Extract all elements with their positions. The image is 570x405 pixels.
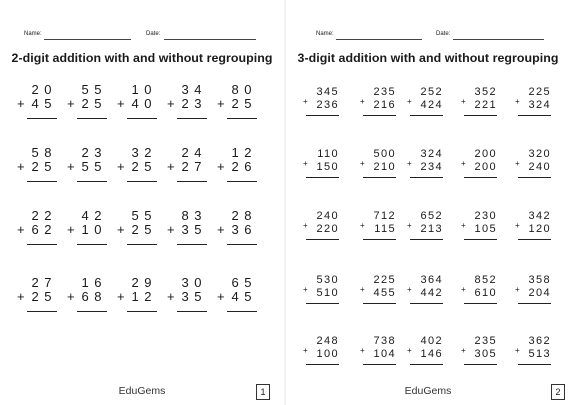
answer-line[interactable] [77,244,107,245]
addition-problem [303,335,339,381]
footer-brand: EduGems [118,385,166,397]
plus-sign: + [17,222,25,237]
top-addend: 12 [231,145,257,160]
answer-line[interactable] [363,303,396,304]
answer-line[interactable] [518,177,551,178]
plus-sign: + [167,96,175,111]
top-addend: 58 [31,145,57,160]
answer-line[interactable] [306,303,339,304]
top-addend: 230 [474,210,497,222]
top-addend: 712 [373,210,396,222]
addition-problem [303,210,339,256]
addition-problem [17,82,57,132]
plus-sign: + [303,159,308,168]
answer-line[interactable] [27,118,57,119]
addition-problem [360,86,396,132]
answer-line[interactable] [306,177,339,178]
answer-line[interactable] [363,115,396,116]
plus-sign: + [167,159,175,174]
bottom-addend: 27 [181,159,207,174]
plus-sign: + [360,159,365,168]
top-addend: 34 [181,82,207,97]
addition-problem [461,210,497,256]
addition-problem [167,145,207,195]
plus-sign: + [17,289,25,304]
answer-line[interactable] [363,177,396,178]
name-date-header [286,31,570,41]
plus-sign: + [217,222,225,237]
addition-problem [167,275,207,325]
addition-problem [67,208,107,258]
date-field[interactable] [453,39,544,40]
bottom-addend: 68 [81,289,107,304]
top-addend: 358 [528,274,551,286]
bottom-addend: 25 [31,159,57,174]
answer-line[interactable] [227,311,257,312]
plus-sign: + [117,96,125,111]
top-addend: 110 [317,148,339,160]
bottom-addend: 23 [181,96,207,111]
bottom-addend: 45 [231,289,257,304]
top-addend: 364 [420,274,443,286]
plus-sign: + [117,159,125,174]
footer-brand: EduGems [404,385,452,397]
addition-problem [17,208,57,258]
bottom-addend: 120 [528,223,551,235]
addition-problem [360,148,396,194]
answer-line[interactable] [518,364,551,365]
addition-problem [461,148,497,194]
addition-problem [461,86,497,132]
bottom-addend: 305 [474,348,497,360]
top-addend: 80 [231,82,257,97]
plus-sign: + [360,221,365,230]
top-addend: 20 [31,82,57,97]
bottom-addend: 610 [474,287,497,299]
bottom-addend: 236 [316,99,339,111]
top-addend: 225 [373,274,396,286]
plus-sign: + [407,285,412,294]
addition-problem [407,86,443,132]
plus-sign: + [117,222,125,237]
plus-sign: + [303,346,308,355]
plus-sign: + [407,346,412,355]
answer-line[interactable] [464,239,497,240]
top-addend: 22 [31,208,57,223]
plus-sign: + [461,159,466,168]
addition-problem [461,335,497,381]
top-addend: 235 [373,86,396,98]
top-addend: 32 [131,145,157,160]
plus-sign: + [17,159,25,174]
bottom-addend: 104 [373,348,396,360]
answer-line[interactable] [177,244,207,245]
addition-problem [167,82,207,132]
addition-problem [407,335,443,381]
addition-problem [117,145,157,195]
plus-sign: + [303,221,308,230]
answer-line[interactable] [306,115,339,116]
top-addend: 345 [316,86,339,98]
plus-sign: + [217,289,225,304]
answer-line[interactable] [306,239,339,240]
plus-sign: + [461,221,466,230]
top-addend: 23 [81,145,107,160]
plus-sign: + [217,159,225,174]
answer-line[interactable] [77,181,107,182]
plus-sign: + [360,97,365,106]
plus-sign: + [461,285,466,294]
answer-line[interactable] [518,115,551,116]
bottom-addend: 442 [420,287,443,299]
top-addend: 83 [181,208,207,223]
addition-problem [17,145,57,195]
top-addend: 240 [316,210,339,222]
plus-sign: + [67,96,75,111]
answer-line[interactable] [464,364,497,365]
addition-problem [67,145,107,195]
addition-problem [515,210,551,256]
plus-sign: + [515,97,520,106]
worksheet-title: 3-digit addition with and without regrouping [297,51,559,65]
addition-problem [515,148,551,194]
bottom-addend: 105 [474,223,497,235]
plus-sign: + [407,159,412,168]
name-label: Name: [24,31,42,37]
bottom-addend: 210 [373,161,396,173]
plus-sign: + [167,289,175,304]
answer-line[interactable] [177,181,207,182]
addition-problem [217,82,257,132]
plus-sign: + [303,285,308,294]
answer-line[interactable] [410,239,443,240]
top-addend: 29 [131,275,157,290]
plus-sign: + [67,289,75,304]
answer-line[interactable] [464,303,497,304]
plus-sign: + [407,221,412,230]
addition-problem [360,274,396,320]
top-addend: 235 [474,335,497,347]
answer-line[interactable] [363,239,396,240]
top-addend: 402 [420,335,443,347]
top-addend: 324 [420,148,443,160]
bottom-addend: 35 [181,222,207,237]
bottom-addend: 240 [528,161,551,173]
top-addend: 42 [81,208,107,223]
plus-sign: + [360,346,365,355]
bottom-addend: 221 [474,99,497,111]
name-label: Name: [316,31,334,37]
worksheet-page-1 [0,0,284,405]
top-addend: 30 [181,275,207,290]
addition-problem [360,210,396,256]
answer-line[interactable] [177,118,207,119]
top-addend: 65 [231,275,257,290]
addition-problem [167,208,207,258]
top-addend: 28 [231,208,257,223]
addition-problem [217,275,257,325]
answer-line[interactable] [410,115,443,116]
name-field[interactable] [44,39,131,40]
top-addend: 352 [474,86,497,98]
top-addend: 362 [528,335,551,347]
name-date-header [0,31,284,41]
bottom-addend: 220 [316,223,339,235]
addition-problem [17,275,57,325]
bottom-addend: 200 [474,161,497,173]
answer-line[interactable] [27,244,57,245]
plus-sign: + [515,285,520,294]
answer-line[interactable] [127,118,157,119]
top-addend: 320 [528,148,551,160]
addition-problem [407,148,443,194]
top-addend: 16 [81,275,107,290]
answer-line[interactable] [410,177,443,178]
top-addend: 252 [420,86,443,98]
answer-line[interactable] [464,177,497,178]
plus-sign: + [515,159,520,168]
plus-sign: + [461,346,466,355]
addition-problem [303,274,339,320]
bottom-addend: 213 [420,223,443,235]
addition-problem [515,274,551,320]
addition-problem [117,82,157,132]
bottom-addend: 36 [231,222,257,237]
answer-line[interactable] [77,118,107,119]
answer-line[interactable] [27,181,57,182]
bottom-addend: 510 [316,287,339,299]
answer-line[interactable] [410,303,443,304]
date-label: Date: [436,31,451,37]
addition-problem [303,86,339,132]
answer-line[interactable] [127,311,157,312]
answer-line[interactable] [363,364,396,365]
answer-line[interactable] [518,239,551,240]
addition-problem [67,275,107,325]
bottom-addend: 100 [316,348,339,360]
top-addend: 225 [528,86,551,98]
bottom-addend: 55 [81,159,107,174]
top-addend: 10 [131,82,157,97]
plus-sign: + [167,222,175,237]
addition-problem [407,210,443,256]
plus-sign: + [303,97,308,106]
addition-problem [461,274,497,320]
answer-line[interactable] [127,181,157,182]
answer-line[interactable] [464,115,497,116]
addition-problem [117,275,157,325]
plus-sign: + [217,96,225,111]
bottom-addend: 150 [316,161,339,173]
top-addend: 652 [420,210,443,222]
answer-line[interactable] [306,364,339,365]
plus-sign: + [67,222,75,237]
top-addend: 738 [373,335,396,347]
answer-line[interactable] [227,181,257,182]
name-field[interactable] [336,39,422,40]
top-addend: 342 [528,210,551,222]
top-addend: 55 [131,208,157,223]
answer-line[interactable] [177,311,207,312]
bottom-addend: 324 [528,99,551,111]
answer-line[interactable] [27,311,57,312]
bottom-addend: 25 [231,96,257,111]
top-addend: 24 [181,145,207,160]
addition-problem [407,274,443,320]
addition-problem [217,145,257,195]
plus-sign: + [515,221,520,230]
bottom-addend: 10 [81,222,107,237]
bottom-addend: 40 [131,96,157,111]
bottom-addend: 12 [131,289,157,304]
plus-sign: + [515,346,520,355]
page-number: 2 [551,384,565,400]
bottom-addend: 146 [420,348,443,360]
addition-problem [217,208,257,258]
top-addend: 852 [474,274,497,286]
bottom-addend: 204 [528,287,551,299]
addition-problem [117,208,157,258]
addition-problem [303,148,339,194]
addition-problem [515,335,551,381]
bottom-addend: 62 [31,222,57,237]
worksheet-title: 2-digit addition with and without regrouping [11,51,273,65]
plus-sign: + [360,285,365,294]
top-addend: 248 [316,335,339,347]
top-addend: 500 [373,148,396,160]
bottom-addend: 25 [131,222,157,237]
bottom-addend: 115 [374,223,396,235]
bottom-addend: 25 [81,96,107,111]
bottom-addend: 513 [528,348,551,360]
date-field[interactable] [164,39,256,40]
worksheet-page-2 [286,0,570,405]
plus-sign: + [67,159,75,174]
bottom-addend: 234 [420,161,443,173]
bottom-addend: 35 [181,289,207,304]
answer-line[interactable] [77,311,107,312]
page-number: 1 [256,384,270,400]
top-addend: 27 [31,275,57,290]
plus-sign: + [117,289,125,304]
addition-problem [360,335,396,381]
plus-sign: + [407,97,412,106]
bottom-addend: 216 [373,99,396,111]
top-addend: 200 [474,148,497,160]
bottom-addend: 25 [31,289,57,304]
top-addend: 55 [81,82,107,97]
bottom-addend: 26 [231,159,257,174]
answer-line[interactable] [410,364,443,365]
bottom-addend: 455 [373,287,396,299]
plus-sign: + [461,97,466,106]
addition-problem [515,86,551,132]
answer-line[interactable] [127,244,157,245]
bottom-addend: 25 [131,159,157,174]
bottom-addend: 45 [31,96,57,111]
top-addend: 530 [316,274,339,286]
addition-problem [67,82,107,132]
answer-line[interactable] [227,118,257,119]
date-label: Date: [146,31,161,37]
bottom-addend: 424 [420,99,443,111]
answer-line[interactable] [518,303,551,304]
answer-line[interactable] [227,244,257,245]
plus-sign: + [17,96,25,111]
